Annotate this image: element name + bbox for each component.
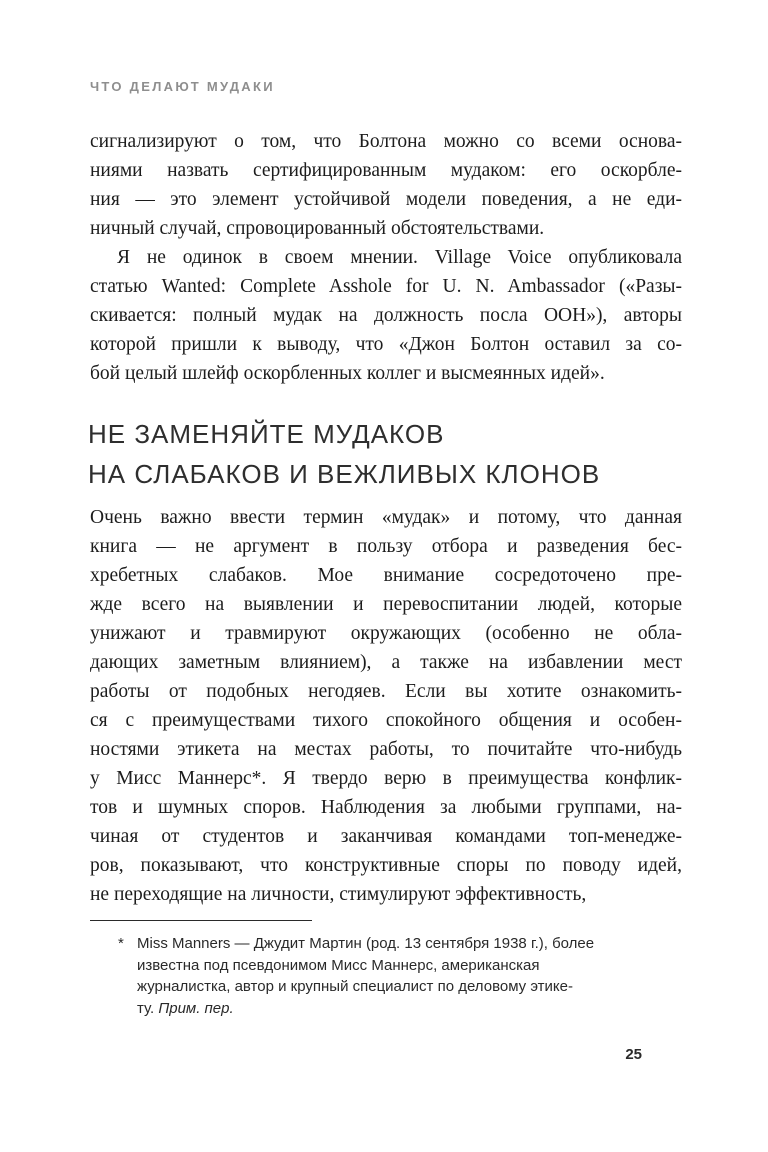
page-number: 25 xyxy=(625,1046,642,1063)
footnote-last-regular: ту. xyxy=(137,999,159,1017)
section-heading: НЕ ЗАМЕНЯЙТЕ МУДАКОВ НА СЛАБАКОВ И ВЕЖЛИВЫХ КЛОНОВ xyxy=(88,419,601,489)
paragraph-village-voice: Я не одинок в своем мнении. Village Voice опубликовала статью Wanted: Complete Asshole for U. N. Ambassador («Разы- скивается: полный мудак на должность посла ООН»), авторы которой пришли к выводу, что «Джон Болтон оставил за со- бой целый шлейф оскорбленных коллег и высмеянных идей». xyxy=(90,247,682,384)
footnote-last-italic: Прим. пер. xyxy=(158,999,234,1017)
footnote-last-line xyxy=(137,998,672,1020)
footnote xyxy=(118,933,672,1019)
paragraph-bolton: сигнализируют о том, что Болтона можно со всеми основа- ниями назвать сертифицированным мудаком: его оскорбле- ния — это элемент устойчивой модели поведения, а не еди- ничный случай, спровоцированный обстоятельствами. xyxy=(90,131,682,239)
footnote-divider xyxy=(90,920,312,921)
footnote-marker: * xyxy=(118,935,124,952)
paragraph-term-mudak: Очень важно ввести термин «мудак» и потому, что данная книга — не аргумент в пользу отбора и разведения бес- хребетных слабаков. Мое внимание сосредоточено пре- жде всего на выявлении и перевоспитании людей, которые унижают и травмируют окружающих (особенно не обла- дающих заметным влиянием), а также на избавлении мест работы от подобных негодяев. Если вы хотите ознакомить- ся с преимуществами тихого спокойного общения и особен- ностями этикета на местах работы, то почитайте что-нибудь у Мисс Маннерс*. Я твердо верю в преимущества конфлик- тов и шумных споров. Наблюдения за любыми группами, на- чиная от студентов и заканчивая командами топ-менедже- ров, показывают, что конструктивные споры по поводу идей, не переходящие на личности, стимулируют эффективность, xyxy=(90,507,682,905)
body-text-block-2 xyxy=(90,503,682,909)
running-head: ЧТО ДЕЛАЮТ МУДАКИ xyxy=(90,79,275,94)
body-text-block-1 xyxy=(90,127,682,388)
footnote-lines: Miss Manners — Джудит Мартин (род. 13 сентября 1938 г.), более известна под псевдонимом Мисс Маннерс, американская журналистка, автор и крупный специалист по деловому этике- xyxy=(137,935,595,995)
